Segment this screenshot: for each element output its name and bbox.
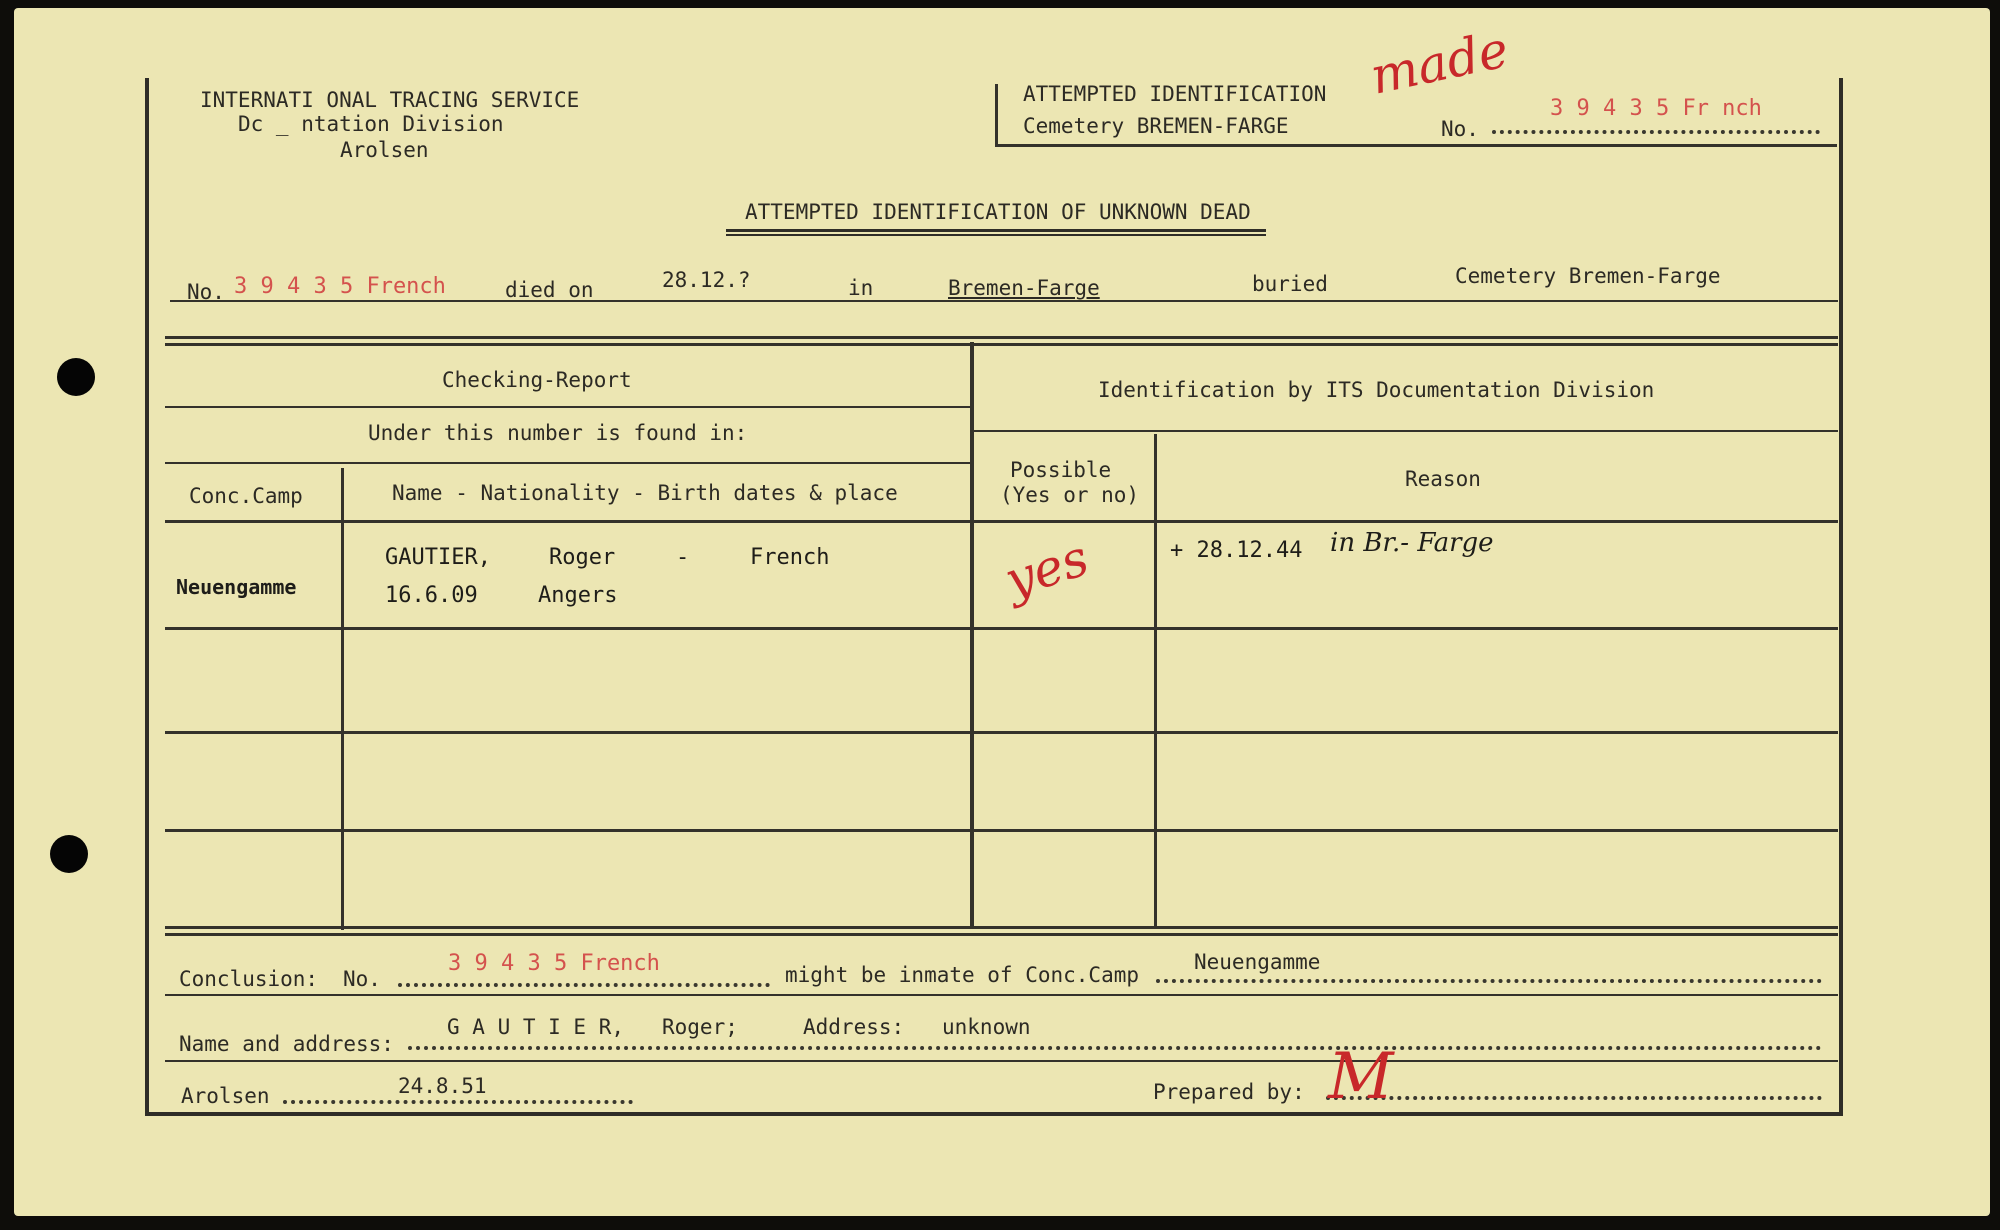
footer-date-dots xyxy=(283,1100,633,1104)
record-buried-value: Cemetery Bremen-Farge xyxy=(1455,264,1721,288)
preparer-signature: M xyxy=(1328,1040,1394,1114)
title-underline-2 xyxy=(726,234,1266,236)
checking-report-title: Checking-Report xyxy=(442,368,632,392)
row1-reason-typed: + 28.12.44 xyxy=(1170,538,1303,563)
conclusion-camp-dots xyxy=(1156,979,1822,983)
conclusion-no-dots xyxy=(398,983,770,987)
conclusion-mid-text: might be inmate of Conc.Camp xyxy=(785,963,1140,987)
row1-birth-place: Angers xyxy=(538,583,618,608)
row1-birth-date: 16.6.09 xyxy=(385,583,478,608)
header-box-cemetery: Cemetery BREMEN-FARGE xyxy=(1023,114,1289,138)
record-underline xyxy=(170,300,1838,302)
col-header-possible-2: (Yes or no) xyxy=(1000,483,1140,507)
punch-hole-top xyxy=(57,358,95,396)
column-header-bottom-line xyxy=(165,520,1838,523)
record-buried-label: buried xyxy=(1252,272,1328,296)
form-title: ATTEMPTED IDENTIFICATION OF UNKNOWN DEAD xyxy=(745,200,1251,224)
org-division: Dc _ ntation Division xyxy=(238,112,504,136)
record-no-label: No. xyxy=(187,280,225,304)
camp-column-divider xyxy=(341,468,344,930)
row-line-3 xyxy=(165,829,1838,832)
header-box-bottom-border xyxy=(995,144,1837,147)
row1-camp: Neuengamme xyxy=(176,575,297,599)
row-line-1 xyxy=(165,627,1838,630)
row1-given-name: Roger xyxy=(549,545,616,570)
col-header-possible-1: Possible xyxy=(1010,458,1112,482)
header-no-value: 3 9 4 3 5 Fr nch xyxy=(1550,96,1762,121)
name-address-dots xyxy=(408,1046,1822,1050)
address-label: Address: xyxy=(803,1015,905,1039)
col-header-camp: Conc.Camp xyxy=(189,484,303,508)
row1-possible-handwritten: yes xyxy=(998,528,1096,610)
table-top-line-2 xyxy=(165,343,1838,346)
footer-date-value: 24.8.51 xyxy=(398,1074,487,1098)
conclusion-label: Conclusion: xyxy=(179,967,319,991)
conclusion-camp-value: Neuengamme xyxy=(1194,950,1321,974)
table-bottom-line-2 xyxy=(165,933,1838,936)
conclusion-line xyxy=(165,994,1838,996)
footer-place-label: Arolsen xyxy=(181,1084,270,1108)
conclusion-no-value: 3 9 4 3 5 French xyxy=(448,951,660,976)
row1-nationality: French xyxy=(750,545,830,570)
row-line-2 xyxy=(165,731,1838,734)
record-in-label: in xyxy=(848,276,874,300)
name-value: G A U T I E R, xyxy=(447,1015,625,1039)
table-top-line-1 xyxy=(165,336,1838,339)
punch-hole-bottom xyxy=(50,835,88,873)
header-no-label: No. xyxy=(1441,117,1479,141)
conclusion-no-label: No. xyxy=(343,967,381,991)
row1-dash: - xyxy=(676,545,690,570)
possible-column-divider xyxy=(1154,434,1157,926)
address-value: unknown xyxy=(942,1015,1031,1039)
checking-subtitle: Under this number is found in: xyxy=(368,421,748,445)
name-address-label: Name and address: xyxy=(179,1032,394,1056)
identification-title-line xyxy=(973,430,1838,432)
row1-reason-handwritten: in Br.- Farge xyxy=(1330,528,1494,558)
header-box-left-border xyxy=(995,84,998,146)
title-underline xyxy=(726,229,1266,232)
org-name: INTERNATI ONAL TRACING SERVICE xyxy=(200,88,580,112)
identification-title: Identification by ITS Documentation Division xyxy=(1098,378,1655,402)
name-address-line xyxy=(165,1060,1838,1062)
header-box-title: ATTEMPTED IDENTIFICATION xyxy=(1023,82,1327,106)
record-no-value: 3 9 4 3 5 French xyxy=(234,274,446,299)
checking-subtitle-line xyxy=(165,462,970,464)
given-name-value: Roger; xyxy=(662,1015,738,1039)
col-header-name: Name - Nationality - Birth dates & place xyxy=(392,481,898,505)
header-no-dots xyxy=(1492,130,1820,134)
table-bottom-line-1 xyxy=(165,926,1838,929)
col-header-reason: Reason xyxy=(1405,467,1481,491)
record-place-value: Bremen-Farge xyxy=(948,276,1100,300)
handwritten-note: made xyxy=(1365,20,1514,106)
record-died-label: died on xyxy=(505,278,594,302)
prepared-by-label: Prepared by: xyxy=(1153,1080,1305,1104)
row1-surname: GAUTIER, xyxy=(385,545,491,570)
org-location: Arolsen xyxy=(340,138,429,162)
prepared-by-dots xyxy=(1326,1096,1822,1100)
record-died-value: 28.12.? xyxy=(662,268,751,292)
checking-title-line xyxy=(165,406,970,408)
